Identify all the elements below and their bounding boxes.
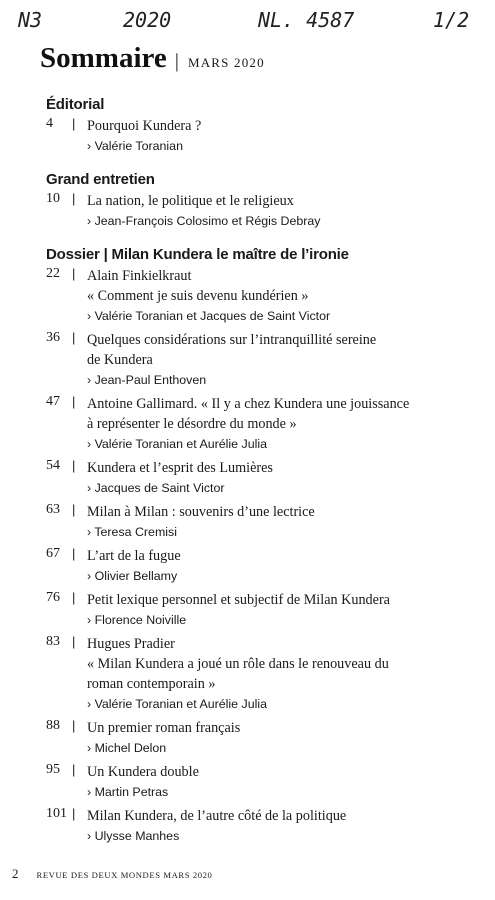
entry-title-line: Pourquoi Kundera ? bbox=[87, 118, 202, 134]
entry-divider: | bbox=[72, 546, 76, 561]
entry-authors: › Valérie Toranian bbox=[87, 139, 183, 153]
entry-divider: | bbox=[72, 502, 76, 517]
entry-page-number: 4 bbox=[46, 116, 53, 131]
toc-entry[interactable] bbox=[46, 502, 475, 542]
handwritten-year: 2020 bbox=[123, 8, 172, 32]
entry-title-line: « Milan Kundera a joué un rôle dans le renouveau du bbox=[87, 656, 389, 672]
entry-page-number: 36 bbox=[46, 330, 60, 345]
entry-title-line: L’art de la fugue bbox=[87, 548, 181, 564]
entry-authors: › Florence Noiville bbox=[87, 613, 187, 627]
entry-page-number: 22 bbox=[46, 266, 60, 281]
entry-title-line: La nation, le politique et le religieux bbox=[87, 193, 294, 209]
entry-page-number: 101 bbox=[46, 806, 67, 821]
toc-section bbox=[46, 96, 475, 156]
entry-title-line: Quelques considérations sur l’intranquillité sereine bbox=[87, 332, 377, 348]
entry-divider: | bbox=[72, 718, 76, 733]
page-footer bbox=[12, 865, 212, 883]
table-of-contents bbox=[46, 96, 475, 861]
footer-page-number: 2 bbox=[12, 866, 19, 881]
entry-divider: | bbox=[72, 330, 76, 345]
entry-title-line: Petit lexique personnel et subjectif de Milan Kundera bbox=[87, 592, 390, 608]
toc-entry[interactable] bbox=[46, 546, 475, 586]
entry-divider: | bbox=[72, 590, 76, 605]
entry-divider: | bbox=[72, 458, 76, 473]
section-title: Éditorial bbox=[46, 96, 105, 113]
page-header bbox=[40, 42, 265, 75]
entry-title-line: Un premier roman français bbox=[87, 720, 241, 736]
entry-page-number: 10 bbox=[46, 191, 60, 206]
entry-title-line: Milan Kundera, de l’autre côté de la politique bbox=[87, 808, 347, 824]
entry-divider: | bbox=[72, 806, 76, 821]
entry-authors: › Valérie Toranian et Aurélie Julia bbox=[87, 437, 267, 451]
handwritten-reference: NL. 4587 bbox=[258, 8, 355, 32]
entry-authors: › Olivier Bellamy bbox=[87, 569, 178, 583]
entry-title-line: Antoine Gallimard. « Il y a chez Kundera une jouissance bbox=[87, 396, 410, 412]
entry-authors: › Jacques de Saint Victor bbox=[87, 481, 225, 495]
entry-divider: | bbox=[72, 266, 76, 281]
toc-entry[interactable] bbox=[46, 191, 475, 231]
entry-authors: › Martin Petras bbox=[87, 785, 169, 799]
toc-entry[interactable] bbox=[46, 590, 475, 630]
toc-section bbox=[46, 171, 475, 231]
entry-authors: › Valérie Toranian et Aurélie Julia bbox=[87, 697, 267, 711]
handwritten-part: 1/2 bbox=[433, 8, 470, 32]
toc-entry[interactable] bbox=[46, 116, 475, 156]
toc-entry[interactable] bbox=[46, 634, 475, 714]
entry-page-number: 88 bbox=[46, 718, 60, 733]
entry-authors: › Teresa Cremisi bbox=[87, 525, 177, 539]
entry-title-line: Un Kundera double bbox=[87, 764, 199, 780]
entry-title-line: roman contemporain » bbox=[87, 676, 216, 692]
entry-authors: › Valérie Toranian et Jacques de Saint Victor bbox=[87, 309, 331, 323]
entry-authors: › Michel Delon bbox=[87, 741, 167, 755]
entry-page-number: 83 bbox=[46, 634, 60, 649]
entry-title-line: Kundera et l’esprit des Lumières bbox=[87, 460, 273, 476]
entry-authors: › Jean-Paul Enthoven bbox=[87, 373, 207, 387]
entry-page-number: 47 bbox=[46, 394, 60, 409]
handwritten-number: N3 bbox=[18, 8, 43, 32]
entry-divider: | bbox=[72, 634, 76, 649]
entry-page-number: 95 bbox=[46, 762, 60, 777]
entry-title-line: Alain Finkielkraut bbox=[87, 268, 192, 284]
section-title: Grand entretien bbox=[46, 171, 155, 188]
toc-entry[interactable] bbox=[46, 330, 475, 390]
toc-entry[interactable] bbox=[46, 718, 475, 758]
toc-entry[interactable] bbox=[46, 806, 475, 846]
entry-title-line: Hugues Pradier bbox=[87, 636, 175, 652]
entry-divider: | bbox=[72, 116, 76, 131]
entry-divider: | bbox=[72, 762, 76, 777]
entry-authors: › Ulysse Manhes bbox=[87, 829, 180, 843]
entry-title-line: Milan à Milan : souvenirs d’une lectrice bbox=[87, 504, 315, 520]
footer-publication: REVUE DES DEUX MONDES MARS 2020 bbox=[36, 870, 213, 880]
toc-section bbox=[46, 246, 475, 846]
toc-entry[interactable] bbox=[46, 762, 475, 802]
entry-divider: | bbox=[72, 394, 76, 409]
toc-entry[interactable] bbox=[46, 458, 475, 498]
entry-page-number: 67 bbox=[46, 546, 60, 561]
handwritten-notes bbox=[18, 8, 477, 38]
toc-entry[interactable] bbox=[46, 394, 475, 454]
toc-entry[interactable] bbox=[46, 266, 475, 326]
section-title: Dossier | Milan Kundera le maître de l’ironie bbox=[46, 246, 349, 263]
entry-page-number: 54 bbox=[46, 458, 60, 473]
entry-page-number: 63 bbox=[46, 502, 60, 517]
entry-title-line: de Kundera bbox=[87, 352, 153, 368]
page-title: Sommaire bbox=[40, 42, 167, 74]
entry-title-line: « Comment je suis devenu kundérien » bbox=[87, 288, 309, 304]
issue-date: MARS 2020 bbox=[187, 55, 265, 70]
entry-authors: › Jean-François Colosimo et Régis Debray bbox=[87, 214, 321, 228]
entry-title-line: à représenter le désordre du monde » bbox=[87, 416, 297, 432]
entry-page-number: 76 bbox=[46, 590, 60, 605]
header-separator: | bbox=[174, 50, 179, 72]
entry-divider: | bbox=[72, 191, 76, 206]
